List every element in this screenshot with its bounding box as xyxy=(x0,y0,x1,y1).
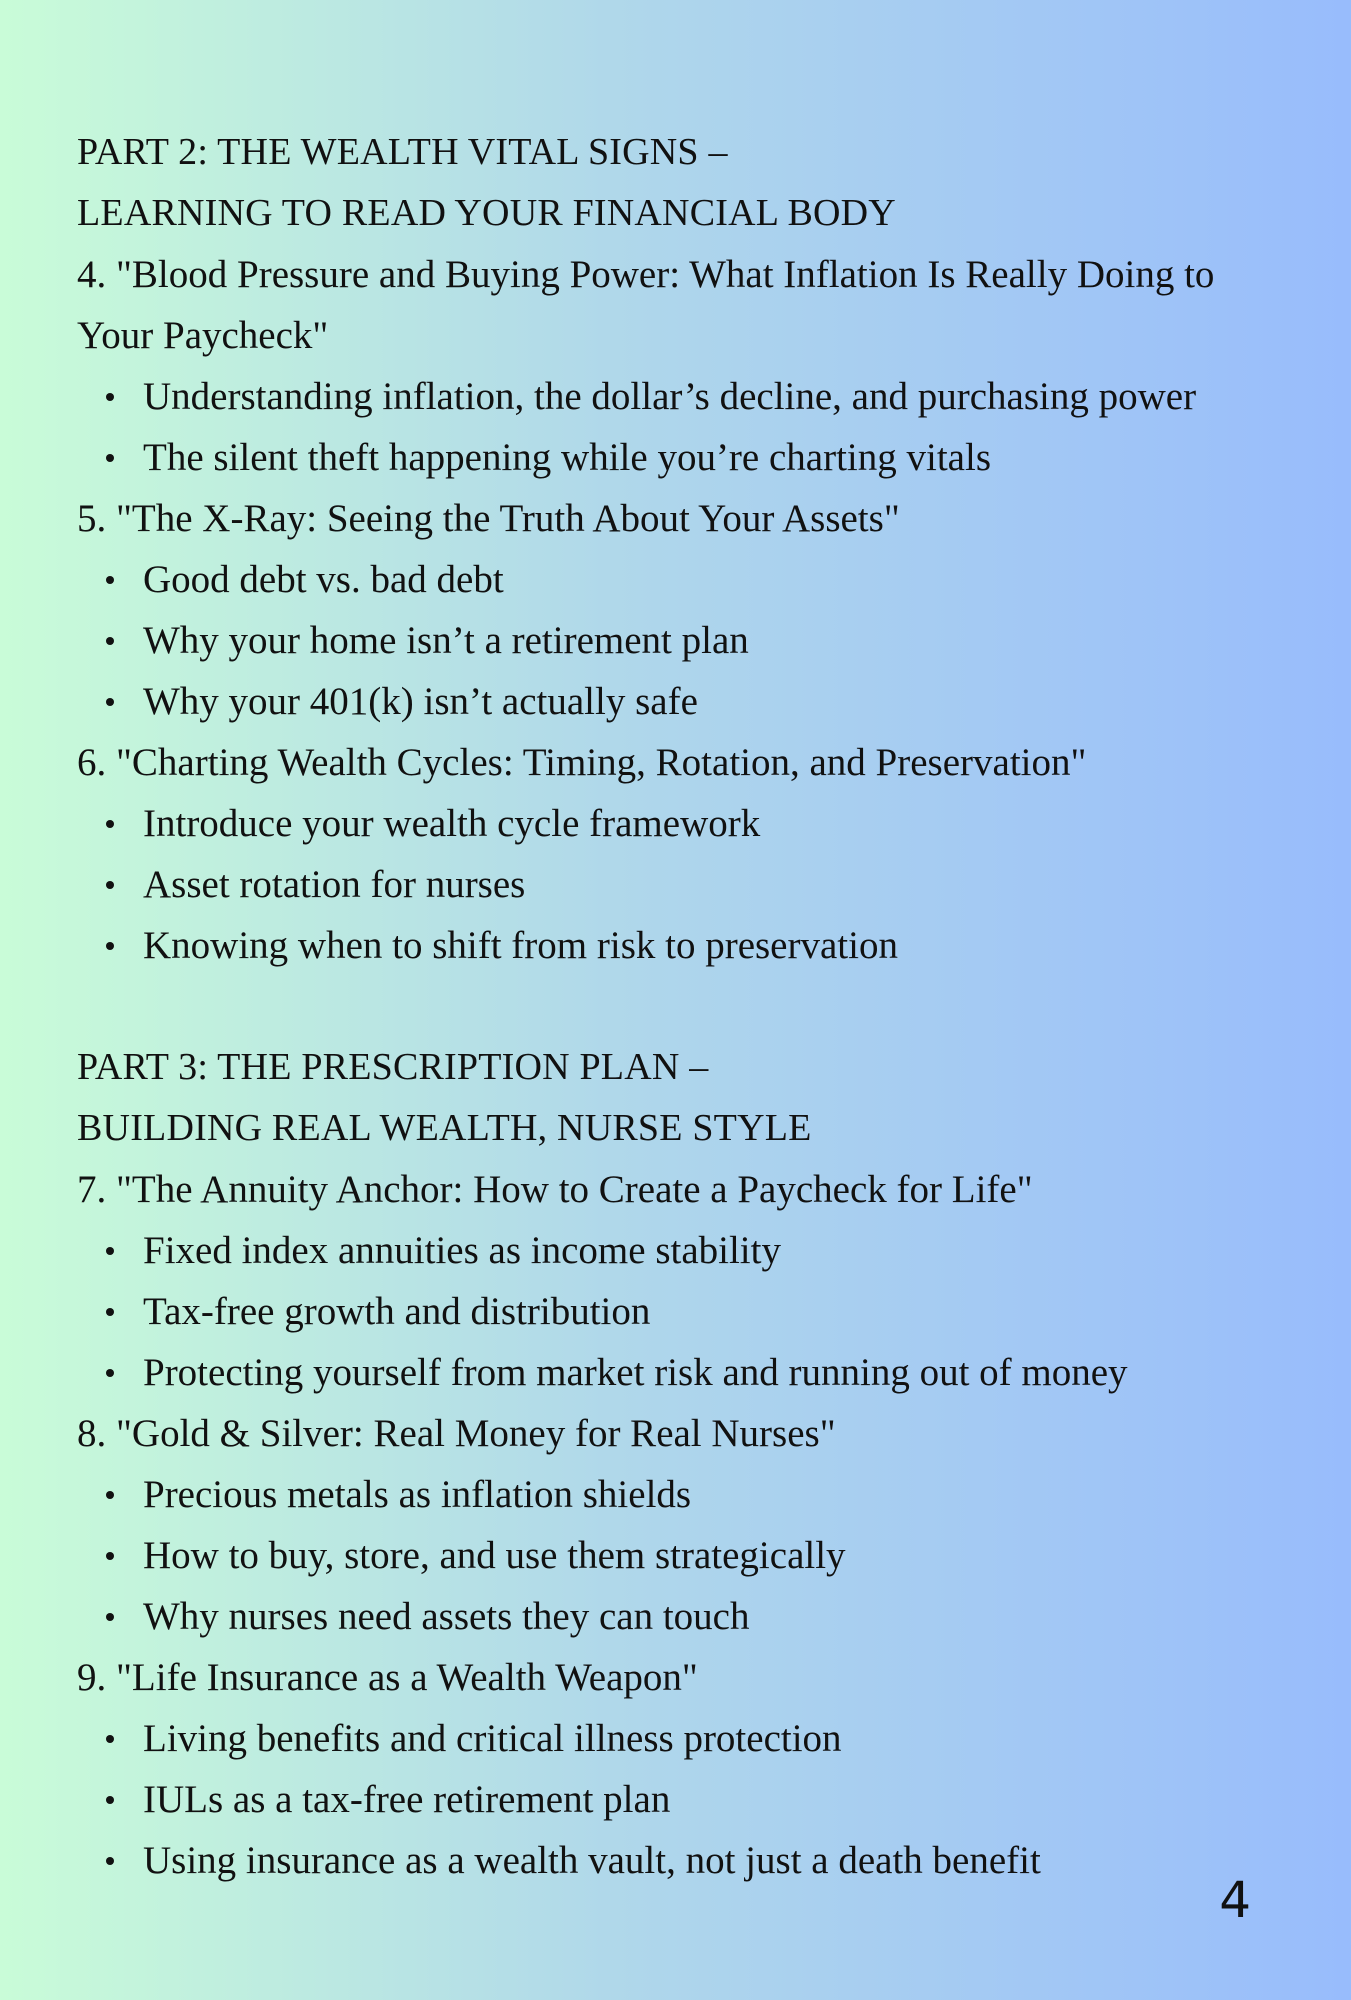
bullet-icon xyxy=(106,1613,114,1621)
list-item: Tax-free growth and distribution xyxy=(77,1281,1297,1342)
list-item: How to buy, store, and use them strategically xyxy=(77,1525,1297,1586)
chapter-6-bullets xyxy=(77,793,1297,976)
list-item: Why your home isn’t a retirement plan xyxy=(77,610,1297,671)
bullet-icon xyxy=(106,1796,114,1804)
page-number: 4 xyxy=(1219,1871,1251,1929)
list-item: Understanding inflation, the dollar’s decline, and purchasing power xyxy=(77,366,1297,427)
chapter-7-title: 7. "The Annuity Anchor: How to Create a Paycheck for Life" xyxy=(77,1168,1033,1211)
list-item: Living benefits and critical illness protection xyxy=(77,1708,1297,1769)
list-item: Good debt vs. bad debt xyxy=(77,549,1297,610)
bullet-icon xyxy=(106,1369,114,1377)
list-item: The silent theft happening while you’re charting vitals xyxy=(77,427,1297,488)
chapter-7-bullets xyxy=(77,1220,1297,1403)
chapter-5-bullets xyxy=(77,549,1297,732)
part-3-heading-line-2: BUILDING REAL WEALTH, NURSE STYLE xyxy=(77,1107,812,1149)
list-item: Why your 401(k) isn’t actually safe xyxy=(77,671,1297,732)
list-item: Using insurance as a wealth vault, not just a death benefit xyxy=(77,1830,1297,1891)
chapter-8-bullets xyxy=(77,1464,1297,1647)
list-item: Asset rotation for nurses xyxy=(77,854,1297,915)
document-page xyxy=(77,122,1297,1891)
list-item: Precious metals as inflation shields xyxy=(77,1464,1297,1525)
list-item: Introduce your wealth cycle framework xyxy=(77,793,1297,854)
chapter-8-title: 8. "Gold & Silver: Real Money for Real Nurses" xyxy=(77,1412,836,1455)
chapter-4-bullets xyxy=(77,366,1297,488)
bullet-icon xyxy=(106,454,114,462)
chapter-9-bullets xyxy=(77,1708,1297,1891)
bullet-icon xyxy=(106,393,114,401)
part-2-heading-line-1: PART 2: THE WEALTH VITAL SIGNS – xyxy=(77,131,728,173)
bullet-icon xyxy=(106,881,114,889)
chapter-5-title: 5. "The X-Ray: Seeing the Truth About Your Assets" xyxy=(77,497,900,540)
list-item: Knowing when to shift from risk to preservation xyxy=(77,915,1297,976)
list-item: Why nurses need assets they can touch xyxy=(77,1586,1297,1647)
part-2-heading-line-2: LEARNING TO READ YOUR FINANCIAL BODY xyxy=(77,192,896,234)
chapter-4-title: 4. "Blood Pressure and Buying Power: What Inflation Is Really Doing to Your Paycheck" xyxy=(77,253,1215,357)
chapter-9-title: 9. "Life Insurance as a Wealth Weapon" xyxy=(77,1656,698,1699)
section-spacer xyxy=(77,976,1297,1037)
part-3-section xyxy=(77,1037,1297,1891)
bullet-icon xyxy=(106,637,114,645)
bullet-icon xyxy=(106,820,114,828)
bullet-icon xyxy=(106,1308,114,1316)
bullet-icon xyxy=(106,1247,114,1255)
list-item: IULs as a tax-free retirement plan xyxy=(77,1769,1297,1830)
bullet-icon xyxy=(106,698,114,706)
list-item: Fixed index annuities as income stability xyxy=(77,1220,1297,1281)
list-item: Protecting yourself from market risk and running out of money xyxy=(77,1342,1297,1403)
chapter-6-title: 6. "Charting Wealth Cycles: Timing, Rotation, and Preservation" xyxy=(77,741,1087,784)
bullet-icon xyxy=(106,942,114,950)
bullet-icon xyxy=(106,1491,114,1499)
bullet-icon xyxy=(106,1552,114,1560)
part-3-heading-line-1: PART 3: THE PRESCRIPTION PLAN – xyxy=(77,1046,709,1088)
bullet-icon xyxy=(106,576,114,584)
bullet-icon xyxy=(106,1735,114,1743)
bullet-icon xyxy=(106,1857,114,1865)
part-2-section xyxy=(77,122,1297,976)
